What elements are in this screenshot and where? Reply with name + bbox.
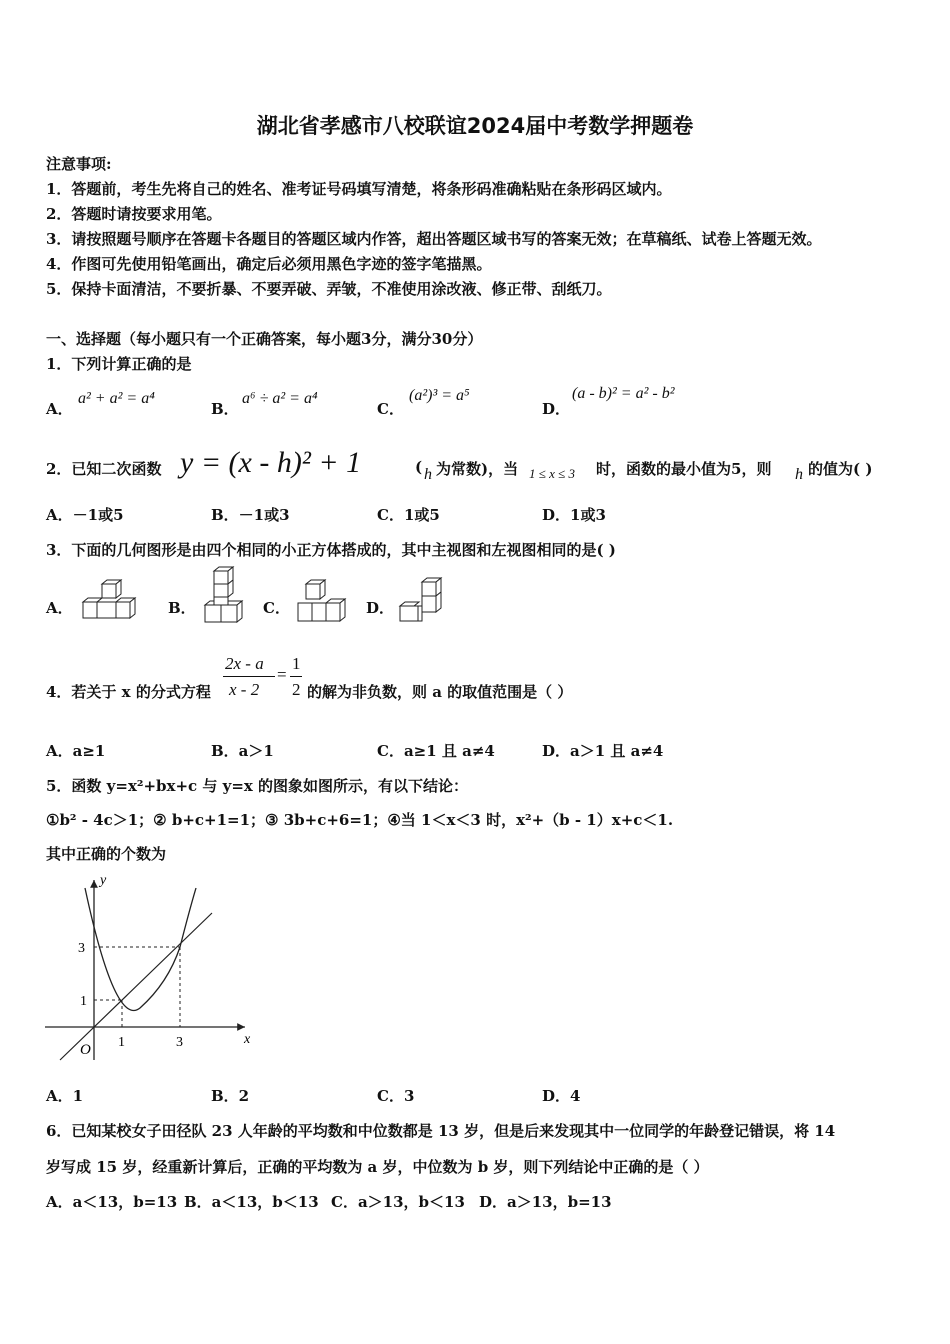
q5-option-c: C．3 <box>377 1087 415 1105</box>
q2-h: h <box>795 466 803 483</box>
q2-h: h <box>424 466 432 483</box>
q4-equals: = <box>277 665 287 684</box>
q4-option-a: A．a≥1 <box>46 742 106 760</box>
q4-denominator: x - 2 <box>229 680 260 699</box>
q3-label-c: C． <box>263 599 290 617</box>
q2-formula: y = (x - h)² + 1 <box>180 446 362 479</box>
q5-option-b: B．2 <box>211 1087 250 1105</box>
q2-range: 1 ≤ x ≤ 3 <box>529 466 576 481</box>
question-2-prefix: 2．已知二次函数 <box>46 460 162 478</box>
q5-y-label: y <box>100 873 107 888</box>
q5-option-a: A．1 <box>46 1087 84 1105</box>
q1-option-d: (a - b)² = a² - b² <box>572 385 675 402</box>
question-6-line1: 6．已知某校女子田径队 23 人年龄的平均数和中位数都是 13 岁，但是后来发现其中一位同学的年龄登记错误，将 14 <box>46 1122 836 1140</box>
question-3-stem: 3．下面的几何图形是由四个相同的小正方体搭成的，其中主视图和左视图相同的是( ) <box>46 541 616 559</box>
question-4-suffix: 的解为非负数，则 a 的取值范围是（ ） <box>307 683 573 701</box>
q1-label-b: B． <box>211 400 239 418</box>
q6-option-a: A．a＜13，b=13 <box>46 1193 178 1211</box>
q4-option-b: B．a＞1 <box>211 742 274 760</box>
q4-option-c: C．a≥1 且 a≠4 <box>377 742 495 760</box>
notice-item: 1．答题前，考生先将自己的姓名、准考证号码填写清楚，将条形码准确粘贴在条形码区域内。 <box>46 180 672 198</box>
q5-x-tick: 1 <box>118 1035 125 1050</box>
q4-numerator: 2x - a <box>225 654 264 673</box>
section-heading: 一、选择题（每小题只有一个正确答案，每小题3分，满分30分） <box>46 330 483 348</box>
question-5-stem: 5．函数 y=x²+bx+c 与 y=x 的图象如图所示，有以下结论： <box>46 777 469 795</box>
q4-rhs-num: 1 <box>292 654 301 673</box>
q3-figure-b <box>200 565 248 625</box>
q1-option-a: a² + a² = a⁴ <box>78 390 155 407</box>
q1-option-b: a⁶ ÷ a² = a⁴ <box>242 390 318 407</box>
q4-rhs-bar <box>290 676 302 677</box>
q4-fraction-bar <box>223 676 275 677</box>
q1-option-c: (a²)³ = a⁵ <box>409 387 470 404</box>
q5-conclusions: ①b² - 4c＞1；② b+c+1=1；③ 3b+c+6=1；④当 1＜x＜3 时，x²+（b - 1）x+c＜1. <box>46 811 674 829</box>
q2-option-d: D．1或3 <box>542 506 606 524</box>
q3-label-d: D． <box>366 599 395 617</box>
q2-option-c: C．1或5 <box>377 506 440 524</box>
q5-graph <box>40 868 260 1068</box>
q6-option-d: D．a＞13，b=13 <box>479 1193 612 1211</box>
q5-option-d: D．4 <box>542 1087 581 1105</box>
q5-x-tick: 3 <box>176 1035 183 1050</box>
q6-option-b: B．a＜13，b＜13 <box>184 1193 319 1211</box>
q3-figure-d <box>396 576 448 626</box>
page-title: 湖北省孝感市八校联谊2024届中考数学押题卷 <box>256 114 694 138</box>
q3-figure-c <box>292 578 347 626</box>
question-4-prefix: 4．若关于 x 的分式方程 <box>46 683 211 701</box>
q1-label-a: A． <box>46 400 73 418</box>
notice-item: 2．答题时请按要求用笔。 <box>46 205 222 223</box>
notice-item: 5．保持卡面清洁，不要折暴、不要弄破、弄皱，不准使用涂改液、修正带、刮纸刀。 <box>46 280 612 298</box>
q2-text: 的值为( ) <box>808 460 873 478</box>
notice-item: 4．作图可先使用铅笔画出，确定后必须用黑色字迹的签字笔描黑。 <box>46 255 492 273</box>
q1-label-c: C． <box>377 400 404 418</box>
q2-text: 为常数)，当 <box>436 460 519 478</box>
q3-label-b: B． <box>168 599 196 617</box>
notice-heading: 注意事项: <box>46 155 112 173</box>
notice-item: 3．请按照题号顺序在答题卡各题目的答题区域内作答，超出答题区域书写的答案无效；在草稿纸、试卷上答题无效。 <box>46 230 822 248</box>
q6-option-c: C．a＞13，b＜13 <box>331 1193 465 1211</box>
q3-figure-a <box>78 578 143 624</box>
q2-text: 时，函数的最小值为5，则 <box>596 460 772 478</box>
q5-question: 其中正确的个数为 <box>46 845 167 863</box>
q5-y-tick: 1 <box>80 994 87 1009</box>
q2-text: ( <box>415 458 423 476</box>
question-6-line2: 岁写成 15 岁，经重新计算后，正确的平均数为 a 岁，中位数为 b 岁，则下列结论中正确的是（ ） <box>46 1158 709 1176</box>
q4-rhs-den: 2 <box>292 680 301 699</box>
question-1-stem: 1．下列计算正确的是 <box>46 355 192 373</box>
q4-option-d: D．a＞1 且 a≠4 <box>542 742 664 760</box>
q3-label-a: A． <box>46 599 73 617</box>
q2-option-b: B．－1或3 <box>211 506 290 524</box>
q5-x-label: x <box>244 1032 251 1047</box>
q1-label-d: D． <box>542 400 571 418</box>
q5-origin-label: O <box>80 1042 91 1058</box>
q5-y-tick: 3 <box>78 941 85 956</box>
q2-option-a: A．－1或5 <box>46 506 124 524</box>
